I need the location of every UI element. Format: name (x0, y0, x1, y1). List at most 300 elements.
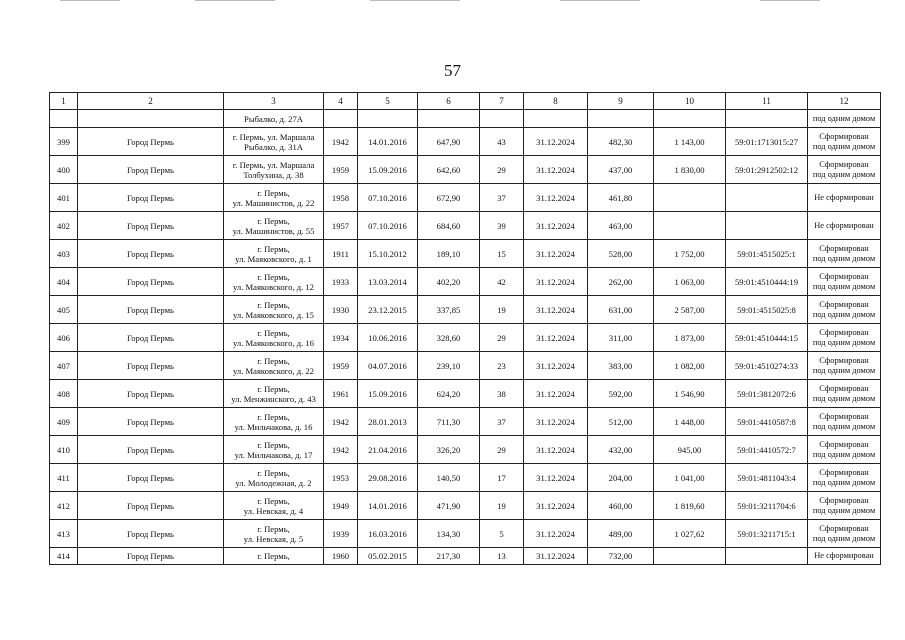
column-header: 4 (324, 93, 358, 110)
address-cell (224, 492, 324, 520)
area-cell: 326,20 (418, 436, 480, 464)
date-cell: 13.03.2014 (358, 268, 418, 296)
year-cell: 1934 (324, 324, 358, 352)
value-cell: 461,80 (588, 184, 654, 212)
year-cell: 1961 (324, 380, 358, 408)
date-cell: 16.03.2016 (358, 520, 418, 548)
address-line: г. Пермь, (257, 439, 290, 450)
area-cell: 624,20 (418, 380, 480, 408)
status-line: под одним домом (812, 533, 876, 543)
address-cell (224, 240, 324, 268)
cadastral-number-cell: 59:01:3211715:1 (726, 520, 808, 548)
header-row (50, 93, 881, 110)
address-line: г. Пермь, ул. Маршала (232, 159, 315, 170)
address-line: ул. Маяковского, д. 1 (235, 253, 312, 264)
value-cell: 311,00 (588, 324, 654, 352)
municipality-cell: Город Пермь (78, 408, 224, 436)
address-line: ул. Маяковского, д. 12 (233, 281, 314, 292)
deadline-cell: 31.12.2024 (524, 380, 588, 408)
status-cell (808, 184, 881, 212)
cadastral-number-cell: 59:01:3211704:6 (726, 492, 808, 520)
table-row (50, 436, 881, 464)
date-cell: 15.10.2012 (358, 240, 418, 268)
year-cell: 1911 (324, 240, 358, 268)
row-number-cell: 408 (50, 380, 78, 408)
count-cell: 37 (480, 408, 524, 436)
address-cell (224, 184, 324, 212)
area-cell: 328,60 (418, 324, 480, 352)
status-line: Сформирован (819, 131, 869, 141)
status-cell (808, 380, 881, 408)
status-cell (808, 520, 881, 548)
cadastral-number-cell: 59:01:3812072:6 (726, 380, 808, 408)
column-header: 1 (50, 93, 78, 110)
municipality-cell: Город Пермь (78, 352, 224, 380)
table-row (50, 212, 881, 240)
date-cell: 28.01.2013 (358, 408, 418, 436)
table-row (50, 464, 881, 492)
count-cell: 29 (480, 436, 524, 464)
value-cell: 631,00 (588, 296, 654, 324)
cadastral-number-cell (726, 548, 808, 565)
status-cell (808, 548, 881, 565)
value-cell: 204,00 (588, 464, 654, 492)
status-cell (808, 268, 881, 296)
status-cell (808, 324, 881, 352)
table-row (50, 184, 881, 212)
municipality-cell: Город Пермь (78, 380, 224, 408)
housing-registry-table (49, 92, 881, 565)
cadastral-number-cell: 59:01:4510444:19 (726, 268, 808, 296)
address-line: г. Пермь, (257, 243, 290, 254)
address-line: ул. Менжинского, д. 43 (231, 393, 316, 404)
column-header: 9 (588, 93, 654, 110)
status-line: Сформирован (819, 523, 869, 533)
value-cell: 432,00 (588, 436, 654, 464)
status-line: Сформирован (819, 355, 869, 365)
date-cell: 07.10.2016 (358, 184, 418, 212)
value-cell: 460,00 (588, 492, 654, 520)
table-cell (524, 110, 588, 128)
address-line: ул. Маяковского, д. 16 (233, 337, 314, 348)
value-cell: 732,00 (588, 548, 654, 565)
address-line: г. Пермь, (257, 383, 290, 394)
address-cell (224, 408, 324, 436)
table-cell (358, 110, 418, 128)
status-line: под одним домом (812, 421, 876, 431)
status-line: Не сформирован (814, 220, 874, 230)
area-cell: 217,30 (418, 548, 480, 565)
row-number-cell: 400 (50, 156, 78, 184)
land-area-cell (654, 184, 726, 212)
table-row (50, 296, 881, 324)
address-line: ул. Маяковского, д. 15 (233, 309, 314, 320)
scan-edge-line (195, 0, 275, 1)
column-header: 3 (224, 93, 324, 110)
area-cell: 711,30 (418, 408, 480, 436)
table-row (50, 268, 881, 296)
table-row (50, 520, 881, 548)
address-cell (224, 436, 324, 464)
table-cell (726, 110, 808, 128)
value-cell: 592,00 (588, 380, 654, 408)
cadastral-number-cell: 59:01:4515025:1 (726, 240, 808, 268)
date-cell: 14.01.2016 (358, 492, 418, 520)
year-cell: 1959 (324, 156, 358, 184)
table-cell (480, 110, 524, 128)
column-header: 7 (480, 93, 524, 110)
continued-row (50, 110, 881, 128)
status-cell (808, 436, 881, 464)
deadline-cell: 31.12.2024 (524, 352, 588, 380)
page-number: 57 (444, 61, 461, 80)
year-cell: 1960 (324, 548, 358, 565)
address-cell (224, 352, 324, 380)
status-line: Сформирован (819, 439, 869, 449)
table-cell (324, 110, 358, 128)
status-cell (808, 352, 881, 380)
land-area-cell: 1 819,60 (654, 492, 726, 520)
status-line: под одним домом (812, 141, 876, 151)
municipality-cell: Город Пермь (78, 492, 224, 520)
area-cell: 684,60 (418, 212, 480, 240)
municipality-cell: Город Пермь (78, 464, 224, 492)
cadastral-number-cell: 59:01:1713015:27 (726, 128, 808, 156)
count-cell: 19 (480, 296, 524, 324)
year-cell: 1942 (324, 436, 358, 464)
land-area-cell: 1 448,00 (654, 408, 726, 436)
table-row (50, 128, 881, 156)
deadline-cell: 31.12.2024 (524, 156, 588, 184)
status-line: под одним домом (812, 449, 876, 459)
status-cell (808, 240, 881, 268)
column-header: 6 (418, 93, 480, 110)
address-line: г. Пермь, (257, 467, 290, 478)
count-cell: 17 (480, 464, 524, 492)
address-cell (224, 268, 324, 296)
status-line: Сформирован (819, 467, 869, 477)
status-cell (808, 464, 881, 492)
address-line: г. Пермь, (257, 215, 290, 226)
status-line: под одним домом (812, 337, 876, 347)
table-cell (654, 110, 726, 128)
year-cell: 1959 (324, 352, 358, 380)
table-row (50, 408, 881, 436)
address-cell (224, 212, 324, 240)
year-cell: 1942 (324, 408, 358, 436)
municipality-cell: Город Пермь (78, 548, 224, 565)
table-row (50, 492, 881, 520)
status-line: Сформирован (819, 159, 869, 169)
land-area-cell: 945,00 (654, 436, 726, 464)
status-line: под одним домом (812, 365, 876, 375)
address-line: г. Пермь, (257, 187, 290, 198)
value-cell: 482,30 (588, 128, 654, 156)
deadline-cell: 31.12.2024 (524, 128, 588, 156)
status-line: Сформирован (819, 243, 869, 253)
land-area-cell: 1 082,00 (654, 352, 726, 380)
date-cell: 29.08.2016 (358, 464, 418, 492)
year-cell: 1942 (324, 128, 358, 156)
scan-edge-line (370, 0, 460, 1)
deadline-cell: 31.12.2024 (524, 240, 588, 268)
date-cell: 05.02.2015 (358, 548, 418, 565)
row-number-cell: 405 (50, 296, 78, 324)
status-line: Сформирован (819, 327, 869, 337)
row-number-cell: 402 (50, 212, 78, 240)
row-number-cell: 406 (50, 324, 78, 352)
address-line: ул. Невская, д. 5 (243, 533, 304, 544)
address-line: ул. Молодежная, д. 2 (235, 477, 312, 488)
address-line: ул. Невская, д. 4 (243, 505, 304, 516)
column-header: 8 (524, 93, 588, 110)
municipality-cell: Город Пермь (78, 212, 224, 240)
column-header: 11 (726, 93, 808, 110)
status-line: Сформирован (819, 271, 869, 281)
address-line: г. Пермь, (257, 327, 290, 338)
land-area-cell: 2 587,00 (654, 296, 726, 324)
value-cell: 437,00 (588, 156, 654, 184)
address-line: Рыбалко, д. 31А (244, 141, 303, 152)
row-number-cell: 414 (50, 548, 78, 565)
land-area-cell: 1 546,90 (654, 380, 726, 408)
date-cell: 23.12.2015 (358, 296, 418, 324)
municipality-cell: Город Пермь (78, 128, 224, 156)
year-cell: 1939 (324, 520, 358, 548)
date-cell: 07.10.2016 (358, 212, 418, 240)
area-cell: 239,10 (418, 352, 480, 380)
address-cell (224, 128, 324, 156)
table-row (50, 548, 881, 565)
address-line: г. Пермь, ул. Маршала (232, 131, 315, 142)
status-line: под одним домом (812, 309, 876, 319)
deadline-cell: 31.12.2024 (524, 296, 588, 324)
status-line: Сформирован (819, 383, 869, 393)
row-number-cell: 403 (50, 240, 78, 268)
table-row (50, 380, 881, 408)
status-line: под одним домом (812, 169, 876, 179)
address-line: г. Пермь, (257, 271, 290, 282)
count-cell: 5 (480, 520, 524, 548)
deadline-cell: 31.12.2024 (524, 464, 588, 492)
land-area-cell: 1 873,00 (654, 324, 726, 352)
land-area-cell: 1 830,00 (654, 156, 726, 184)
status-cell (808, 128, 881, 156)
address-cell (224, 296, 324, 324)
status-cell (808, 492, 881, 520)
table-row (50, 156, 881, 184)
land-area-cell: 1 041,00 (654, 464, 726, 492)
status-line: под одним домом (812, 281, 876, 291)
deadline-cell: 31.12.2024 (524, 324, 588, 352)
address-line: ул. Машинистов, д. 55 (232, 225, 315, 236)
table-cell (418, 110, 480, 128)
year-cell: 1957 (324, 212, 358, 240)
address-line: ул. Мильчакова, д. 16 (234, 421, 313, 432)
address-line: ул. Маяковского, д. 22 (233, 365, 314, 376)
address-cell (224, 464, 324, 492)
value-cell: 463,00 (588, 212, 654, 240)
address-line: г. Пермь, (257, 355, 290, 366)
status-line: Не сформирован (814, 551, 874, 560)
deadline-cell: 31.12.2024 (524, 548, 588, 565)
table-cell (78, 110, 224, 128)
cadastral-number-cell (726, 184, 808, 212)
deadline-cell: 31.12.2024 (524, 408, 588, 436)
deadline-cell: 31.12.2024 (524, 436, 588, 464)
count-cell: 39 (480, 212, 524, 240)
count-cell: 19 (480, 492, 524, 520)
year-cell: 1958 (324, 184, 358, 212)
area-cell: 140,50 (418, 464, 480, 492)
count-cell: 29 (480, 324, 524, 352)
address-line: г. Пермь, (257, 523, 290, 534)
value-cell: 262,00 (588, 268, 654, 296)
year-cell: 1930 (324, 296, 358, 324)
area-cell: 402,20 (418, 268, 480, 296)
cadastral-number-cell: 59:01:4811043:4 (726, 464, 808, 492)
address-line: г. Пермь, (257, 299, 290, 310)
status-line: под одним домом (812, 393, 876, 403)
count-cell: 13 (480, 548, 524, 565)
table-row (50, 240, 881, 268)
count-cell: 15 (480, 240, 524, 268)
address-line: г. Пермь, (257, 551, 290, 561)
cadastral-number-cell: 59:01:4515025:8 (726, 296, 808, 324)
status-line: Сформирован (819, 299, 869, 309)
table-row (50, 352, 881, 380)
area-cell: 642,60 (418, 156, 480, 184)
municipality-cell: Город Пермь (78, 184, 224, 212)
cadastral-number-cell: 59:01:4510444:15 (726, 324, 808, 352)
municipality-cell: Город Пермь (78, 520, 224, 548)
status-cell: под одним домом (808, 110, 881, 128)
status-line: под одним домом (812, 505, 876, 515)
municipality-cell: Город Пермь (78, 296, 224, 324)
address-line: ул. Мильчакова, д. 17 (234, 449, 313, 460)
scan-edge-line (760, 0, 820, 1)
table-cell (50, 110, 78, 128)
status-cell (808, 408, 881, 436)
count-cell: 23 (480, 352, 524, 380)
status-line: Сформирован (819, 495, 869, 505)
address-cell (224, 380, 324, 408)
count-cell: 29 (480, 156, 524, 184)
row-number-cell: 411 (50, 464, 78, 492)
column-header: 5 (358, 93, 418, 110)
row-number-cell: 407 (50, 352, 78, 380)
year-cell: 1953 (324, 464, 358, 492)
scan-edge-line (60, 0, 120, 1)
year-cell: 1933 (324, 268, 358, 296)
cadastral-number-cell (726, 212, 808, 240)
cadastral-number-cell: 59:01:2912502:12 (726, 156, 808, 184)
land-area-cell (654, 548, 726, 565)
row-number-cell: 410 (50, 436, 78, 464)
table-row (50, 324, 881, 352)
address-line: г. Пермь, (257, 495, 290, 506)
count-cell: 38 (480, 380, 524, 408)
date-cell: 04.07.2016 (358, 352, 418, 380)
land-area-cell: 1 752,00 (654, 240, 726, 268)
value-cell: 489,00 (588, 520, 654, 548)
cadastral-number-cell: 59:01:4510274:33 (726, 352, 808, 380)
row-number-cell: 404 (50, 268, 78, 296)
row-number-cell: 413 (50, 520, 78, 548)
column-header: 10 (654, 93, 726, 110)
land-area-cell: 1 143,00 (654, 128, 726, 156)
row-number-cell: 409 (50, 408, 78, 436)
status-line: Не сформирован (814, 192, 874, 202)
value-cell: 528,00 (588, 240, 654, 268)
land-area-cell: 1 027,62 (654, 520, 726, 548)
date-cell: 21.04.2016 (358, 436, 418, 464)
count-cell: 43 (480, 128, 524, 156)
area-cell: 647,90 (418, 128, 480, 156)
address-line: ул. Машинистов, д. 22 (232, 197, 315, 208)
address-cell (224, 156, 324, 184)
municipality-cell: Город Пермь (78, 268, 224, 296)
count-cell: 42 (480, 268, 524, 296)
column-header: 2 (78, 93, 224, 110)
address-cell (224, 548, 324, 565)
area-cell: 337,85 (418, 296, 480, 324)
value-cell: 512,00 (588, 408, 654, 436)
status-cell (808, 156, 881, 184)
municipality-cell: Город Пермь (78, 324, 224, 352)
status-line: под одним домом (812, 477, 876, 487)
date-cell: 10.06.2016 (358, 324, 418, 352)
address-line: г. Пермь, (257, 411, 290, 422)
row-number-cell: 401 (50, 184, 78, 212)
status-line: под одним домом (812, 253, 876, 263)
year-cell: 1949 (324, 492, 358, 520)
area-cell: 471,90 (418, 492, 480, 520)
land-area-cell: 1 063,00 (654, 268, 726, 296)
deadline-cell: 31.12.2024 (524, 212, 588, 240)
deadline-cell: 31.12.2024 (524, 184, 588, 212)
address-cell: Рыбалко, д. 27А (224, 110, 324, 128)
land-area-cell (654, 212, 726, 240)
date-cell: 14.01.2016 (358, 128, 418, 156)
municipality-cell: Город Пермь (78, 156, 224, 184)
date-cell: 15.09.2016 (358, 380, 418, 408)
address-cell (224, 324, 324, 352)
area-cell: 134,30 (418, 520, 480, 548)
deadline-cell: 31.12.2024 (524, 520, 588, 548)
address-cell (224, 520, 324, 548)
status-cell (808, 296, 881, 324)
count-cell: 37 (480, 184, 524, 212)
table-cell (588, 110, 654, 128)
scan-edge-line (560, 0, 640, 1)
column-header: 12 (808, 93, 881, 110)
area-cell: 189,10 (418, 240, 480, 268)
area-cell: 672,90 (418, 184, 480, 212)
row-number-cell: 399 (50, 128, 78, 156)
date-cell: 15.09.2016 (358, 156, 418, 184)
address-line: Толбухина, д. 38 (243, 169, 304, 180)
cadastral-number-cell: 59:01:4410572:7 (726, 436, 808, 464)
deadline-cell: 31.12.2024 (524, 268, 588, 296)
municipality-cell: Город Пермь (78, 240, 224, 268)
status-cell (808, 212, 881, 240)
deadline-cell: 31.12.2024 (524, 492, 588, 520)
status-line: Сформирован (819, 411, 869, 421)
cadastral-number-cell: 59:01:4410587:8 (726, 408, 808, 436)
value-cell: 383,00 (588, 352, 654, 380)
municipality-cell: Город Пермь (78, 436, 224, 464)
